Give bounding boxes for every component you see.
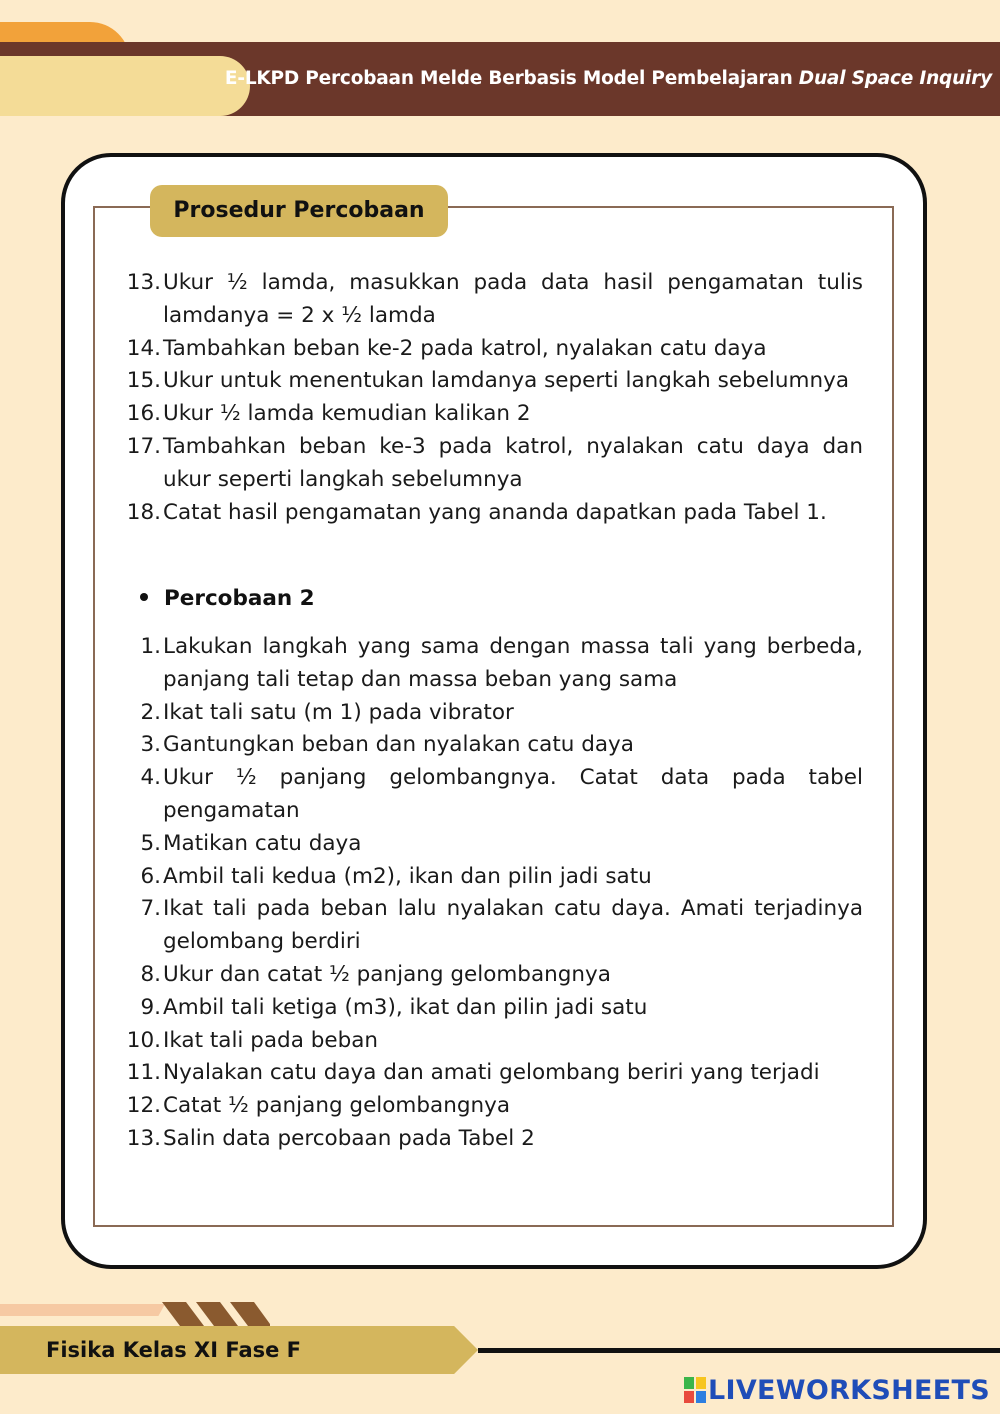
list-item-text: Gantungkan beban dan nyalakan catu daya bbox=[163, 732, 634, 758]
list-item-number: 15. bbox=[126, 368, 161, 394]
list-item-number: 6. bbox=[140, 863, 161, 889]
list-item-number: 18. bbox=[126, 499, 161, 525]
list-item-text: Catat ½ panjang gelombangnya bbox=[163, 1093, 511, 1119]
list-item bbox=[118, 497, 863, 530]
list-item-number: 9. bbox=[140, 994, 161, 1020]
footer-label: Fisika Kelas XI Fase F bbox=[46, 1338, 302, 1362]
list-item bbox=[118, 828, 863, 861]
list-item-text: Ikat tali satu (m 1) pada vibrator bbox=[163, 699, 514, 725]
list-item-number: 17. bbox=[126, 433, 161, 459]
list-item-number: 8. bbox=[140, 961, 161, 987]
list-item-number: 10. bbox=[126, 1027, 161, 1053]
list-item-number: 12. bbox=[126, 1093, 161, 1119]
header-title bbox=[225, 42, 992, 116]
list-item-text: Lakukan langkah yang sama dengan massa tali yang berbeda, panjang tali tetap dan massa beban yang sama bbox=[163, 634, 863, 692]
list-item bbox=[118, 365, 863, 398]
bullet-icon bbox=[140, 593, 148, 601]
liveworksheets-logo[interactable] bbox=[684, 1373, 990, 1407]
footer-stripes-decoration bbox=[160, 1302, 270, 1326]
list-item bbox=[118, 697, 863, 730]
list-item bbox=[118, 1123, 863, 1156]
list-item-text: Ukur dan catat ½ panjang gelombangnya bbox=[163, 961, 611, 987]
list-item-number: 2. bbox=[140, 699, 161, 725]
list-item bbox=[118, 992, 863, 1025]
list-item-text: Ukur untuk menentukan lamdanya seperti langkah sebelumnya bbox=[163, 368, 849, 394]
footer-accent-peach bbox=[0, 1304, 165, 1316]
list-item bbox=[118, 1057, 863, 1090]
list-item-number: 7. bbox=[140, 896, 161, 922]
header-title-prefix: E-LKPD Percobaan Melde Berbasis Model Pembelajaran bbox=[224, 68, 799, 89]
list-item-number: 1. bbox=[140, 634, 161, 659]
list-item-text: Ambil tali ketiga (m3), ikat dan pilin jadi satu bbox=[163, 994, 648, 1020]
list-item-text: Ambil tali kedua (m2), ikan dan pilin jadi satu bbox=[163, 863, 652, 889]
list-item-number: 13. bbox=[126, 1125, 161, 1151]
list-item bbox=[118, 729, 863, 762]
list-item-number: 14. bbox=[126, 335, 161, 361]
procedure-list-part1 bbox=[118, 267, 863, 529]
list-item-text: Tambahkan beban ke-3 pada katrol, nyalakan catu daya dan ukur seperti langkah sebelumnya bbox=[163, 433, 863, 492]
section-title: Prosedur Percobaan bbox=[150, 185, 448, 237]
list-item bbox=[118, 861, 863, 894]
list-item-text: Tambahkan beban ke-2 pada katrol, nyalakan catu daya bbox=[163, 335, 767, 361]
list-item-number: 16. bbox=[126, 401, 161, 427]
list-item bbox=[118, 762, 863, 828]
procedure-list-percobaan-2 bbox=[118, 631, 863, 1156]
percobaan-2-heading-text: Percobaan 2 bbox=[164, 586, 315, 611]
list-item-number: 5. bbox=[140, 830, 161, 856]
list-item bbox=[118, 959, 863, 992]
list-item-number: 4. bbox=[140, 765, 161, 791]
list-item bbox=[118, 893, 863, 959]
header-title-italic: Dual Space Inquiry bbox=[798, 68, 992, 89]
list-item-text: Ikat tali pada beban lalu nyalakan catu daya. Amati terjadinya gelombang berdiri bbox=[163, 896, 863, 955]
liveworksheets-logo-icon bbox=[684, 1377, 706, 1403]
list-item bbox=[118, 1025, 863, 1058]
list-item bbox=[118, 631, 863, 697]
list-item-number: 11. bbox=[126, 1060, 161, 1086]
list-item bbox=[118, 1090, 863, 1123]
list-item-text: Ukur ½ lamda kemudian kalikan 2 bbox=[163, 401, 531, 427]
list-item bbox=[118, 333, 863, 366]
list-item-number: 3. bbox=[140, 732, 161, 758]
list-item-text: Salin data percobaan pada Tabel 2 bbox=[163, 1125, 535, 1151]
header-accent-pill bbox=[0, 56, 250, 116]
list-item bbox=[118, 431, 863, 497]
list-item-text: Matikan catu daya bbox=[163, 830, 362, 856]
list-item-text: Nyalakan catu daya dan amati gelombang beriri yang terjadi bbox=[163, 1060, 820, 1086]
footer-rule bbox=[478, 1348, 1000, 1353]
liveworksheets-brand: LIVEWORKSHEETS bbox=[707, 1374, 990, 1406]
list-item-text: Catat hasil pengamatan yang ananda dapatkan pada Tabel 1. bbox=[163, 499, 827, 525]
list-item-number: 13. bbox=[126, 270, 161, 295]
list-item-text: Ukur ½ lamda, masukkan pada data hasil pengamatan tulis lamdanya = 2 x ½ lamda bbox=[163, 270, 863, 328]
percobaan-2-heading bbox=[140, 586, 315, 611]
list-item bbox=[118, 398, 863, 431]
list-item-text: Ikat tali pada beban bbox=[163, 1027, 379, 1053]
list-item bbox=[118, 267, 863, 333]
list-item-text: Ukur ½ panjang gelombangnya. Catat data pada tabel pengamatan bbox=[163, 765, 863, 823]
